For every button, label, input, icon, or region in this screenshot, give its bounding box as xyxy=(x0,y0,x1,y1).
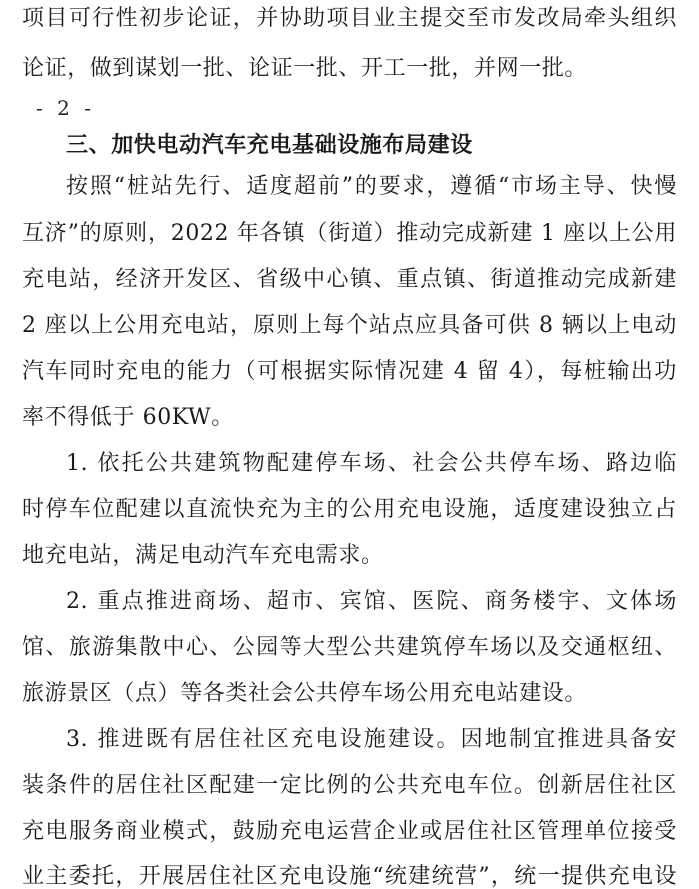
text-line: 时停车位配建以直流快充为主的公用充电设施，适度建设独立占 xyxy=(22,497,677,522)
text-line: 业主委托，开展居住社区充电设施“统建统营”，统一提供充电设 xyxy=(22,864,677,889)
text-line: 地充电站，满足电动汽车充电需求。 xyxy=(22,543,384,568)
text-line: 2 座以上公用充电站，原则上每个站点应具备可供 8 辆以上电动 xyxy=(22,313,677,338)
text-line: 率不得低于 60KW。 xyxy=(22,405,234,430)
text-line: 充电站，经济开发区、省级中心镇、重点镇、街道推动完成新建 xyxy=(22,267,677,292)
text-line: 论证，做到谋划一批、论证一批、开工一批，并网一批。 xyxy=(22,56,588,81)
text-line: 项目可行性初步论证，并协助项目业主提交至市发改局牵头组织 xyxy=(22,6,677,31)
text-line: 汽车同时充电的能力（可根据实际情况建 4 留 4），每桩输出功 xyxy=(22,359,677,384)
text-line: 装条件的居住社区配建一定比例的公共充电车位。创新居住社区 xyxy=(22,773,677,798)
section-heading: 三、加快电动汽车充电基础设施布局建设 xyxy=(66,133,473,158)
text-line: 充电服务商业模式，鼓励充电运营企业或居住社区管理单位接受 xyxy=(22,819,677,844)
text-line: 互济”的原则，2022 年各镇（街道）推动完成新建 1 座以上公用 xyxy=(22,221,677,246)
text-line: 馆、旅游集散中心、公园等大型公共建筑停车场以及交通枢纽、 xyxy=(22,635,677,660)
text-line: 按照“桩站先行、适度超前”的要求，遵循“市场主导、快慢 xyxy=(66,174,677,199)
text-line: 2. 重点推进商场、超市、宾馆、医院、商务楼宇、文体场 xyxy=(66,589,677,614)
page-number: - 2 - xyxy=(36,96,95,120)
text-line: 旅游景区（点）等各类社会公共停车场公用充电站建设。 xyxy=(22,681,588,706)
text-line: 3. 推进既有居住社区充电设施建设。因地制宜推进具备安 xyxy=(66,727,677,752)
text-line: 1. 依托公共建筑物配建停车场、社会公共停车场、路边临 xyxy=(66,451,677,476)
